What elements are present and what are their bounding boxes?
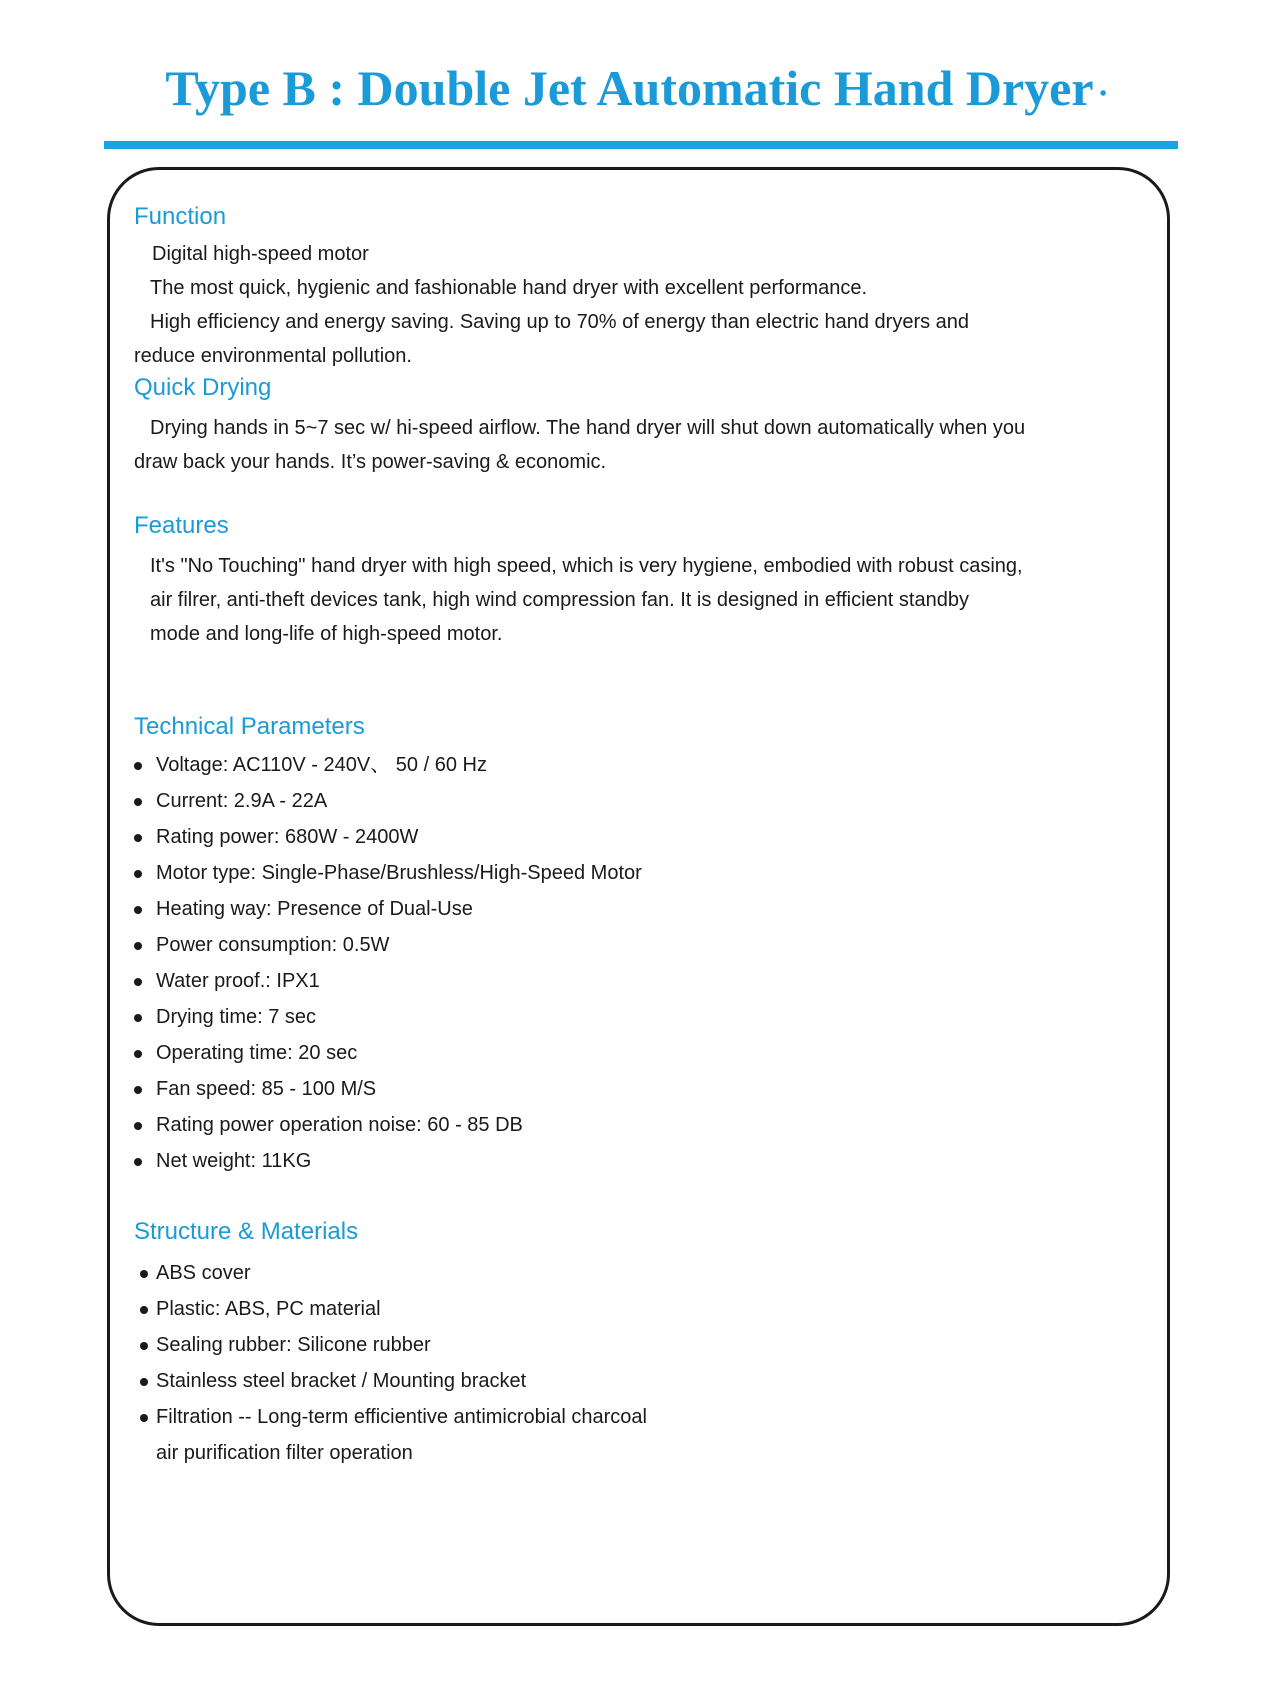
bullet-icon <box>134 798 142 806</box>
technical-list <box>134 747 642 1179</box>
quick-drying-heading: Quick Drying <box>134 374 272 401</box>
function-line: The most quick, hygienic and fashionable hand dryer with excellent performance. <box>150 277 868 299</box>
page-title-text: Type B : Double Jet Automatic Hand Dryer <box>165 60 1094 116</box>
structure-heading: Structure & Materials <box>134 1218 359 1245</box>
technical-item-text: Drying time: 7 sec <box>156 1006 317 1028</box>
technical-item-text: Rating power: 680W - 2400W <box>156 826 419 848</box>
technical-item <box>134 819 642 855</box>
technical-item-text: Operating time: 20 sec <box>156 1042 358 1064</box>
bullet-icon <box>134 870 142 878</box>
page-title <box>0 58 1272 124</box>
technical-item-text: Voltage: AC110V - 240V、 50 / 60 Hz <box>156 754 487 776</box>
technical-item <box>134 855 642 891</box>
technical-item-text: Net weight: 11KG <box>156 1150 312 1172</box>
technical-item <box>134 1107 642 1143</box>
quick-drying-line: Drying hands in 5~7 sec w/ hi-speed airflow. The hand dryer will shut down automatically when you <box>150 417 1026 439</box>
bullet-icon <box>134 1086 142 1094</box>
bullet-icon <box>134 1158 142 1166</box>
technical-item <box>134 999 642 1035</box>
features-line: mode and long-life of high-speed motor. <box>150 623 503 645</box>
features-line: It's "No Touching" hand dryer with high speed, which is very hygiene, embodied with robust casing, <box>150 555 1023 577</box>
bullet-icon <box>140 1270 148 1278</box>
technical-item-text: Heating way: Presence of Dual-Use <box>156 898 473 920</box>
technical-item <box>134 783 642 819</box>
structure-item-text: Stainless steel bracket / Mounting bracket <box>156 1370 527 1392</box>
technical-item-text: Motor type: Single-Phase/Brushless/High-Speed Motor <box>156 862 642 884</box>
structure-item <box>134 1255 647 1291</box>
technical-item <box>134 1071 642 1107</box>
structure-item-text: Filtration -- Long-term efficientive antimicrobial charcoal <box>156 1406 647 1428</box>
bullet-icon <box>140 1306 148 1314</box>
bullet-icon <box>140 1414 148 1422</box>
technical-item-text: Fan speed: 85 - 100 M/S <box>156 1078 377 1100</box>
quick-drying-line: draw back your hands. It’s power-saving & economic. <box>134 451 607 473</box>
features-line: air filrer, anti-theft devices tank, high wind compression fan. It is designed in efficient standby <box>150 589 969 611</box>
technical-item <box>134 1143 642 1179</box>
technical-item <box>134 963 642 999</box>
bullet-icon <box>140 1342 148 1350</box>
structure-item <box>134 1327 647 1363</box>
technical-item-text: Rating power operation noise: 60 - 85 DB <box>156 1114 523 1136</box>
bullet-icon <box>134 834 142 842</box>
structure-item <box>134 1363 647 1399</box>
function-line: reduce environmental pollution. <box>134 345 412 367</box>
technical-item-text: Water proof.: IPX1 <box>156 970 320 992</box>
structure-item-text: Plastic: ABS, PC material <box>156 1298 381 1320</box>
bullet-icon <box>134 1122 142 1130</box>
function-line: High efficiency and energy saving. Saving up to 70% of energy than electric hand dryers and <box>150 311 970 333</box>
title-dot: • <box>1099 82 1107 105</box>
technical-item <box>134 891 642 927</box>
technical-item <box>134 1035 642 1071</box>
bullet-icon <box>134 1050 142 1058</box>
technical-item <box>134 747 642 783</box>
technical-item <box>134 927 642 963</box>
bullet-icon <box>140 1378 148 1386</box>
structure-item-continuation: air purification filter operation <box>156 1442 413 1464</box>
title-underline <box>104 141 1178 149</box>
structure-item-text: Sealing rubber: Silicone rubber <box>156 1334 431 1356</box>
bullet-icon <box>134 1014 142 1022</box>
function-body <box>134 237 1134 373</box>
quick-drying-body <box>134 411 1134 479</box>
function-heading: Function <box>134 203 227 230</box>
features-body <box>134 549 1134 651</box>
bullet-icon <box>134 978 142 986</box>
bullet-icon <box>134 942 142 950</box>
technical-heading: Technical Parameters <box>134 713 365 740</box>
features-heading: Features <box>134 512 229 539</box>
structure-item-text: ABS cover <box>156 1262 251 1284</box>
structure-list <box>134 1255 647 1471</box>
bullet-icon <box>134 762 142 770</box>
technical-item-text: Current: 2.9A - 22A <box>156 790 328 812</box>
structure-item <box>134 1399 647 1435</box>
function-line: Digital high-speed motor <box>152 243 369 265</box>
technical-item-text: Power consumption: 0.5W <box>156 934 390 956</box>
structure-item <box>134 1291 647 1327</box>
bullet-icon <box>134 906 142 914</box>
